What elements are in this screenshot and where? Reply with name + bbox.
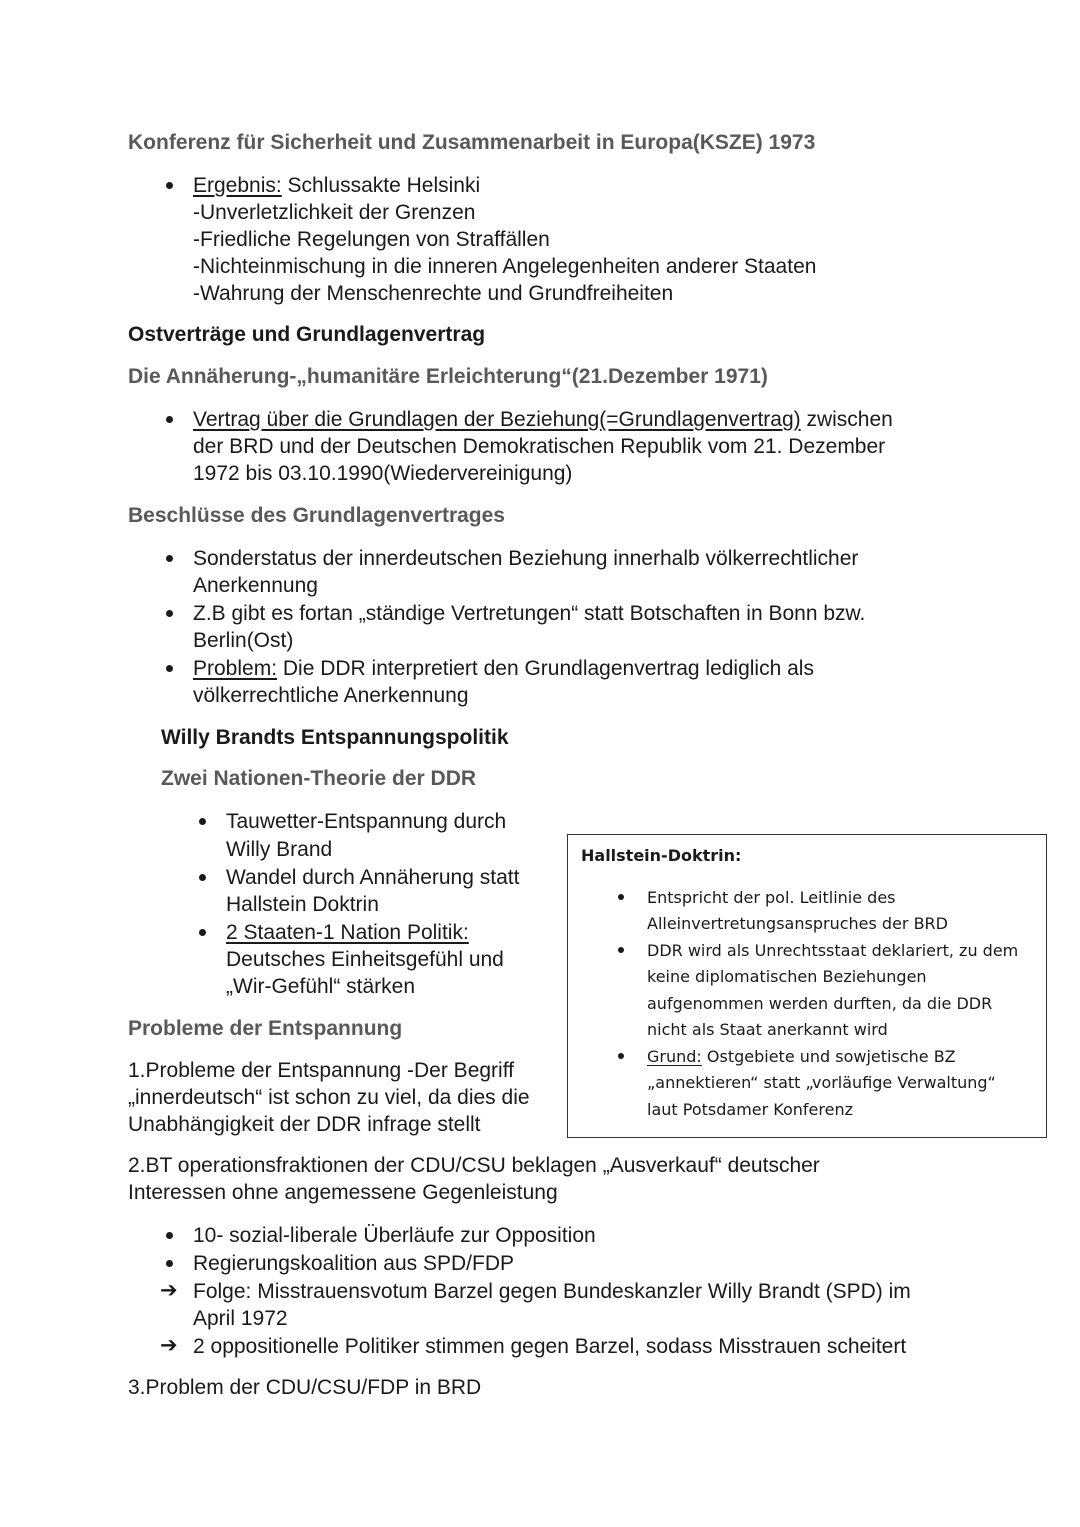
ksze-result-label: Ergebnis: [193,174,282,197]
probleme-folge: April 1972 [193,1307,288,1330]
hallstein-text: Alleinvertretungsanspruches der BRD [647,914,948,933]
beschluesse-heading: Beschlüsse des Grundlagenvertrages [128,504,505,527]
hallstein-text: „annektieren“ statt „vorläufige Verwaltung“ [647,1073,996,1092]
probleme-folge: 2 oppositionelle Politiker stimmen gegen Barzel, sodass Misstrauen scheitert [193,1335,907,1358]
probleme-text: 3.Problem der CDU/CSU/FDP in BRD [128,1376,482,1399]
brandt-point: „Wir-Gefühl“ stärken [226,975,416,998]
bullet-icon [618,1053,624,1059]
hallstein-text: laut Potsdamer Konferenz [647,1100,853,1119]
ostvertraege-subheading: Die Annäherung-„humanitäre Erleichterung“(21.Dezember 1971) [128,365,768,388]
beschluss-text: Sonderstatus der innerdeutschen Beziehung innerhalb völkerrechtlicher [193,547,859,570]
treaty-rest: zwischen [800,408,893,431]
treaty-link: Vertrag über die Grundlagen der Beziehung(=Grundlagenvertrag) [193,408,801,431]
ksze-result [193,172,480,199]
bullet-icon [166,1232,173,1239]
bullet-icon [199,874,206,881]
beschluss-problem [193,655,814,682]
bullet-icon [166,610,173,617]
ksze-point: -Wahrung der Menschenrechte und Grundfreiheiten [193,282,674,305]
bullet-icon [199,818,206,825]
hallstein-text: keine diplomatischen Beziehungen [647,967,927,986]
bullet-icon [166,555,173,562]
bullet-icon [618,894,624,900]
hallstein-text: nicht als Staat anerkannt wird [647,1020,888,1039]
treaty-line-1 [193,406,893,433]
brandt-point: Deutsches Einheitsgefühl und [226,948,504,971]
brandt-subheading: Zwei Nationen-Theorie der DDR [161,767,477,790]
bullet-icon [618,947,624,953]
beschluss-text: Z.B gibt es fortan „ständige Vertretungen“ statt Botschaften in Bonn bzw. [193,602,866,625]
ksze-point: -Nichteinmischung in die inneren Angelegenheiten anderer Staaten [193,255,817,278]
problem-label: Problem: [193,657,278,680]
problem-text: Die DDR interpretiert den Grundlagenvertrag lediglich als [277,657,814,680]
hallstein-title: Hallstein-Doktrin: [581,846,742,865]
bullet-icon [166,182,173,189]
probleme-bullet: Regierungskoalition aus SPD/FDP [193,1252,514,1275]
probleme-text: 1.Probleme der Entspannung -Der Begriff [128,1059,514,1082]
probleme-text: Unabhängigkeit der DDR infrage stellt [128,1113,481,1136]
probleme-bullet: 10- sozial-liberale Überläufe zur Opposition [193,1224,596,1247]
ostvertraege-heading: Ostverträge und Grundlagenvertrag [128,323,486,346]
ksze-point: -Friedliche Regelungen von Straffällen [193,228,550,251]
ksze-result-text: Schlussakte Helsinki [281,174,481,197]
ksze-point: -Unverletzlichkeit der Grenzen [193,201,476,224]
brandt-point: Willy Brand [226,838,333,861]
brandt-point: Tauwetter-Entspannung durch [226,810,507,833]
brandt-point: Wandel durch Annäherung statt [226,866,520,889]
arrow-right-icon: ➔ [160,1279,178,1302]
hallstein-box [567,834,1047,1138]
brandt-point-label: 2 Staaten-1 Nation Politik: [226,921,469,944]
bullet-icon [166,1260,173,1267]
treaty-line-3: 1972 bis 03.10.1990(Wiedervereinigung) [193,462,573,485]
bullet-icon [199,929,206,936]
bullet-icon [166,416,173,423]
brandt-point: Hallstein Doktrin [226,893,379,916]
probleme-text: Interessen ohne angemessene Gegenleistung [128,1181,558,1204]
grund-text: Ostgebiete und sowjetische BZ [701,1047,956,1066]
probleme-text: 2.BT operationsfraktionen der CDU/CSU beklagen „Ausverkauf“ deutscher [128,1154,820,1177]
beschluss-text: völkerrechtliche Anerkennung [193,684,469,707]
hallstein-text: aufgenommen werden durften, da die DDR [647,994,993,1013]
grund-label: Grund: [647,1047,702,1066]
ksze-heading: Konferenz für Sicherheit und Zusammenarbeit in Europa(KSZE) 1973 [128,131,816,154]
probleme-heading: Probleme der Entspannung [128,1017,403,1040]
hallstein-text: Entspricht der pol. Leitlinie des [647,888,896,907]
beschluss-text: Anerkennung [193,574,318,597]
probleme-folge: Folge: Misstrauensvotum Barzel gegen Bundeskanzler Willy Brandt (SPD) im [193,1280,911,1303]
arrow-right-icon: ➔ [160,1334,178,1357]
probleme-text: „innerdeutsch“ ist schon zu viel, da dies die [128,1086,530,1109]
bullet-icon [166,665,173,672]
treaty-line-2: der BRD und der Deutschen Demokratischen Republik vom 21. Dezember [193,435,886,458]
hallstein-text: DDR wird als Unrechtsstaat deklariert, zu dem [647,941,1019,960]
hallstein-grund [647,1044,956,1070]
beschluss-text: Berlin(Ost) [193,629,294,652]
brandt-heading: Willy Brandts Entspannungspolitik [161,726,509,749]
